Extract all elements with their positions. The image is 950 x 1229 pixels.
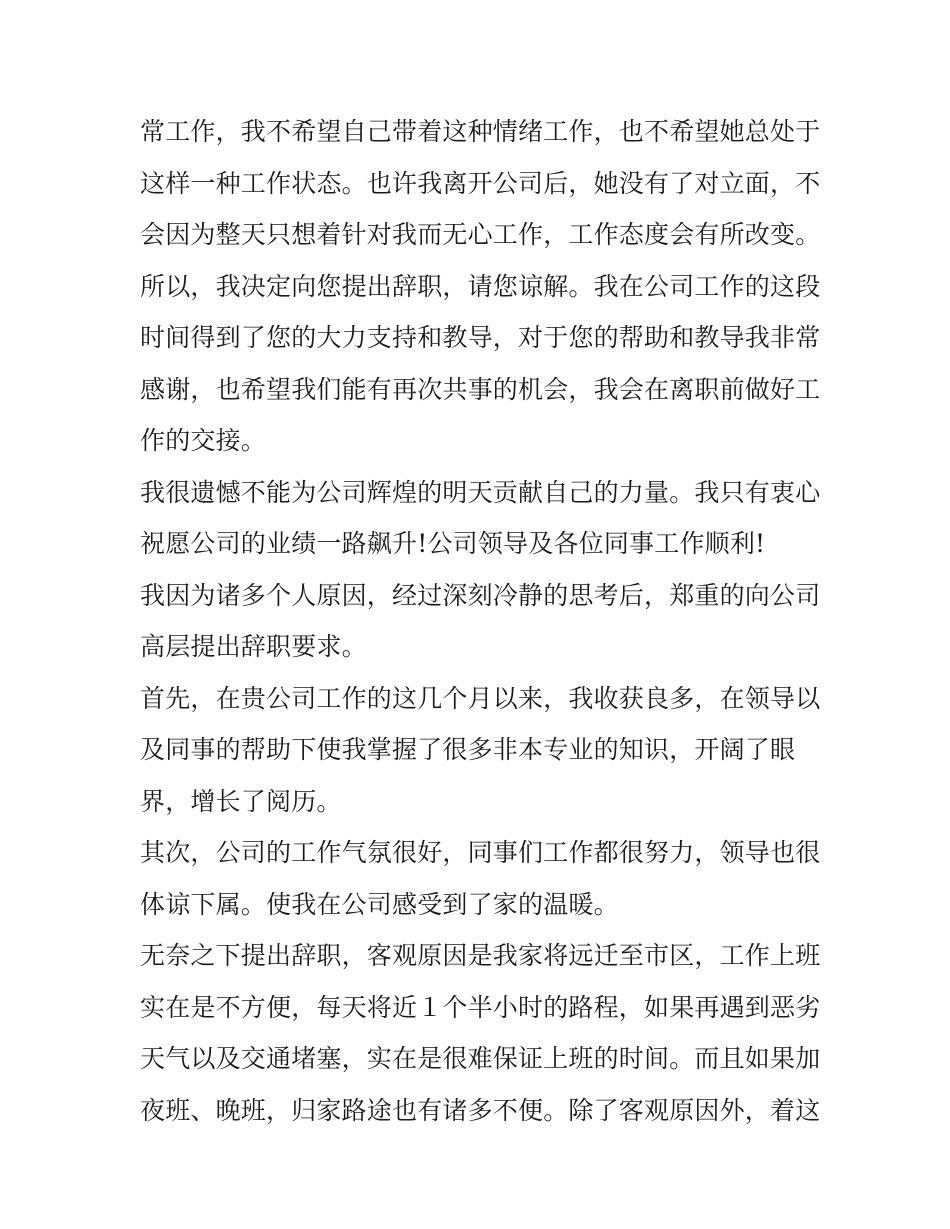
text-line: 感谢，也希望我们能有再次共事的机会，我会在离职前做好工 [140,374,821,404]
text-line: 所以，我决定向您提出辞职，请您谅解。我在公司工作的这段 [140,271,821,301]
text-line: 无奈之下提出辞职，客观原因是我家将远迁至市区，工作上班 [140,941,821,970]
text-line: 会因为整天只想着针对我而无心工作，工作态度会有所改变。 [140,220,821,249]
text-line: 天气以及交通堵塞，实在是很难保证上班的时间。而且如果加 [140,1044,821,1073]
document-body [140,106,820,1136]
text-line: 及同事的帮助下使我掌握了很多非本专业的知识，开阔了眼 [140,735,796,764]
text-line: 祝愿公司的业绩一路飙升!公司领导及各位同事工作顺利! [140,529,766,558]
text-line: 我很遗憾不能为公司辉煌的明天贡献自己的力量。我只有衷心 [140,477,821,507]
text-line: 作的交接。 [140,426,267,455]
text-line: 我因为诸多个人原因，经过深刻冷静的思考后，郑重的向公司 [140,580,821,610]
text-line: 这样一种工作状态。也许我离开公司后，她没有了对立面，不 [140,168,821,198]
text-line: 其次，公司的工作气氛很好，同事们工作都很努力，领导也很 [140,838,821,867]
text-line: 高层提出辞职要求。 [140,632,367,661]
text-line: 夜班、晚班，归家路途也有诸多不便。除了客观原因外，着这 [140,1095,821,1125]
text-line: 首先，在贵公司工作的这几个月以来，我收获良多，在领导以 [140,683,821,713]
text-line: 实在是不方便，每天将近１个半小时的路程，如果再遇到恶劣 [140,992,821,1022]
text-line: 体谅下属。使我在公司感受到了家的温暖。 [140,889,619,919]
text-line: 时间得到了您的大力支持和教导，对于您的帮助和教导我非常 [140,323,821,352]
text-line: 界，增长了阅历。 [140,786,342,816]
text-line: 常工作，我不希望自己带着这种情绪工作，也不希望她总处于 [140,117,821,146]
